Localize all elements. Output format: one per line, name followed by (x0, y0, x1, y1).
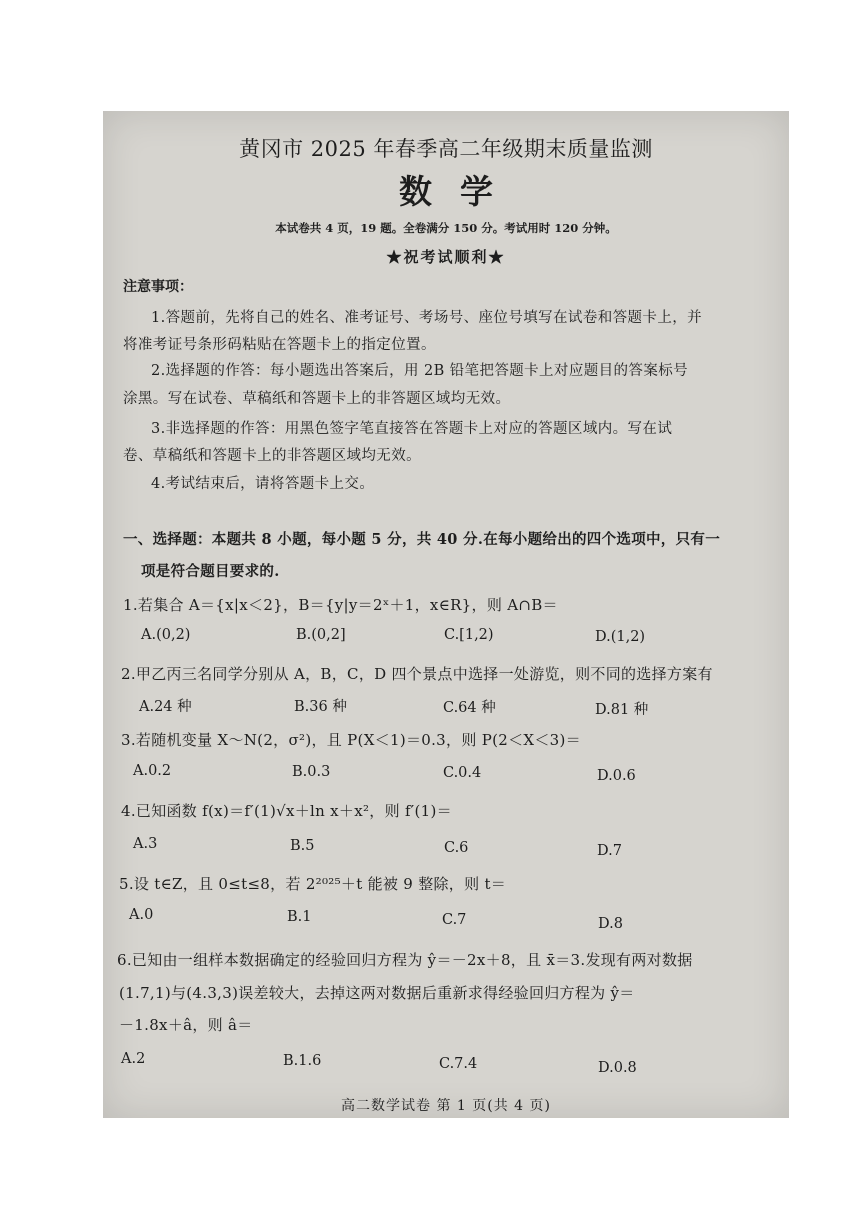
section-heading-cont: 项是符合题目要求的. (141, 563, 280, 580)
q5-option-c: C.7 (442, 912, 467, 928)
q5-option-d: D.8 (598, 916, 623, 932)
notes-line: 4.考试结束后，请将答题卡上交。 (151, 476, 375, 492)
notes-line: 2.选择题的作答：每小题选出答案后，用 2B 铅笔把答题卡上对应题目的答案标号 (151, 363, 689, 379)
section-heading: 一、选择题：本题共 8 小题，每小题 5 分，共 40 分.在每小题给出的四个选项中，只有一 (123, 531, 720, 548)
q2-option-b: B.36 种 (294, 699, 347, 715)
notes-line: 1.答题前，先将自己的姓名、准考证号、考场号、座位号填写在试卷和答题卡上，并 (151, 310, 703, 326)
q3-option-a: A.0.2 (133, 763, 172, 779)
q5-option-b: B.1 (287, 909, 312, 925)
q6-option-d: D.0.8 (598, 1060, 637, 1076)
notes-heading: 注意事项： (123, 279, 193, 295)
subject-title: 数学 (399, 172, 521, 211)
question-6-cont: －1.8x＋â，则 â＝ (119, 1016, 253, 1034)
question-3: 3.若随机变量 X～N(2，σ²)，且 P(X＜1)＝0.3，则 P(2＜X＜3)＝ (121, 731, 581, 749)
q2-option-c: C.64 种 (443, 700, 496, 716)
q1-option-a: A.(0,2) (141, 627, 191, 643)
q5-option-a: A.0 (129, 907, 154, 923)
q1-option-c: C.[1,2) (444, 627, 494, 643)
q6-option-a: A.2 (121, 1051, 146, 1067)
question-4: 4.已知函数 f(x)＝f′(1)√x＋ln x＋x²，则 f′(1)＝ (121, 802, 452, 820)
q4-option-c: C.6 (444, 840, 469, 856)
blessing-banner: ★祝考试顺利★ (386, 248, 506, 266)
q3-option-d: D.0.6 (597, 768, 636, 784)
q4-option-a: A.3 (133, 836, 158, 852)
question-2: 2.甲乙丙三名同学分别从 A，B，C，D 四个景点中选择一处游览，则不同的选择方案有 (121, 665, 713, 683)
exam-title: 黄冈市 2025 年春季高二年级期末质量监测 (239, 137, 653, 161)
q6-option-c: C.7.4 (439, 1056, 478, 1072)
question-6: 6.已知由一组样本数据确定的经验回归方程为 ŷ＝－2x＋8，且 x̄＝3.发现有两对数据 (117, 951, 693, 969)
question-6-cont: (1.7,1)与(4.3,3)误差较大，去掉这两对数据后重新求得经验回归方程为 ŷ＝ (119, 984, 635, 1002)
q2-option-a: A.24 种 (139, 699, 192, 715)
q3-option-c: C.0.4 (443, 765, 482, 781)
q1-option-d: D.(1,2) (595, 629, 646, 645)
q1-option-b: B.(0,2] (296, 627, 346, 643)
q2-option-d: D.81 种 (595, 702, 649, 718)
notes-line: 将准考证号条形码粘贴在答题卡上的指定位置。 (123, 337, 436, 353)
q3-option-b: B.0.3 (292, 764, 331, 780)
notes-line: 3.非选择题的作答：用黑色签字笔直接答在答题卡上对应的答题区域内。写在试 (151, 421, 673, 437)
q4-option-d: D.7 (597, 843, 622, 859)
q6-option-b: B.1.6 (283, 1053, 322, 1069)
notes-line: 涂黑。写在试卷、草稿纸和答题卡上的非答题区域均无效。 (123, 391, 511, 407)
exam-paper (103, 111, 789, 1118)
notes-line: 卷、草稿纸和答题卡上的非答题区域均无效。 (123, 448, 421, 464)
question-5: 5.设 t∈Z，且 0≤t≤8，若 2²⁰²⁵＋t 能被 9 整除，则 t＝ (119, 875, 507, 893)
q4-option-b: B.5 (290, 838, 315, 854)
page-footer: 高二数学试卷 第 1 页(共 4 页) (341, 1098, 551, 1114)
exam-info: 本试卷共 4 页，19 题。全卷满分 150 分。考试用时 120 分钟。 (275, 221, 617, 235)
question-1: 1.若集合 A＝{x|x＜2}，B＝{y|y＝2ˣ＋1，x∈R}，则 A∩B＝ (123, 596, 558, 614)
